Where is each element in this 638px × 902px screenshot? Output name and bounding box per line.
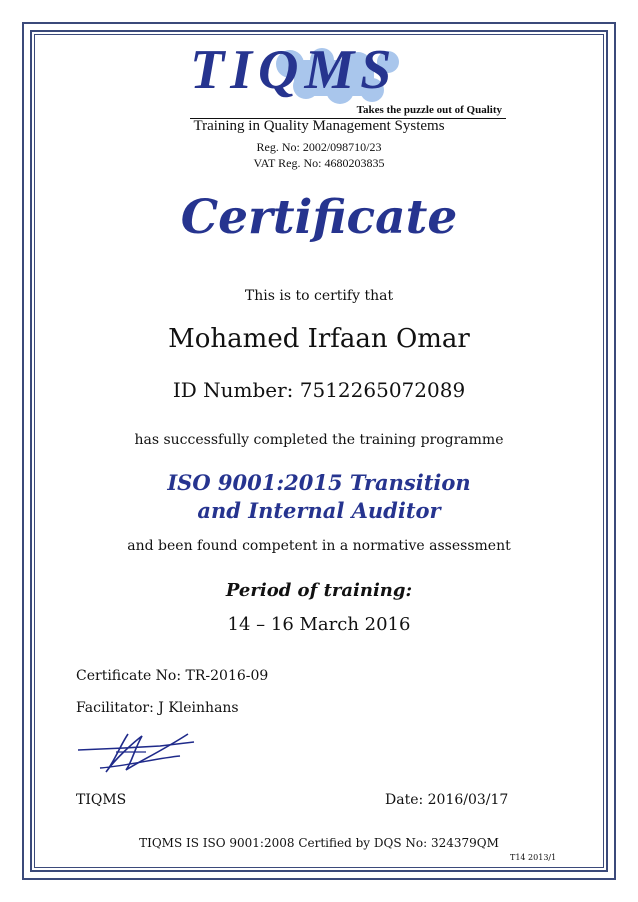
certificate-number: Certificate No: TR-2016-09 bbox=[76, 668, 269, 684]
logo-tagline: Takes the puzzle out of Quality bbox=[356, 104, 502, 116]
id-number: ID Number: 7512265072089 bbox=[172, 378, 466, 402]
competence-text: and been found competent in a normative assessment bbox=[127, 538, 511, 554]
training-period: 14 – 16 March 2016 bbox=[227, 614, 411, 635]
issue-date: Date: 2016/03/17 bbox=[385, 792, 509, 808]
certify-text: This is to certify that bbox=[244, 288, 394, 304]
signature bbox=[76, 728, 204, 776]
form-code: T14 2013/1 bbox=[510, 853, 557, 862]
issuing-organisation: TIQMS bbox=[76, 792, 127, 808]
registration-number: Reg. No: 2002/098710/23 bbox=[256, 140, 382, 154]
logo-wordmark: TIQMS bbox=[190, 39, 398, 101]
company-subtitle: Training in Quality Management Systems bbox=[193, 118, 445, 134]
facilitator: Facilitator: J Kleinhans bbox=[76, 700, 239, 716]
certificate-title: Certificate bbox=[180, 190, 458, 245]
recipient-name: Mohamed Irfaan Omar bbox=[168, 324, 470, 354]
completion-text: has successfully completed the training programme bbox=[134, 432, 504, 448]
course-title-line-2: and Internal Auditor bbox=[197, 498, 441, 523]
course-title-line-1: ISO 9001:2015 Transition bbox=[167, 470, 471, 495]
period-label: Period of training: bbox=[225, 580, 413, 601]
certification-footer: TIQMS IS ISO 9001:2008 Certified by DQS No: 324379QM bbox=[139, 836, 499, 850]
vat-registration-number: VAT Reg. No: 4680203835 bbox=[253, 156, 385, 170]
tiqms-logo bbox=[190, 39, 506, 124]
